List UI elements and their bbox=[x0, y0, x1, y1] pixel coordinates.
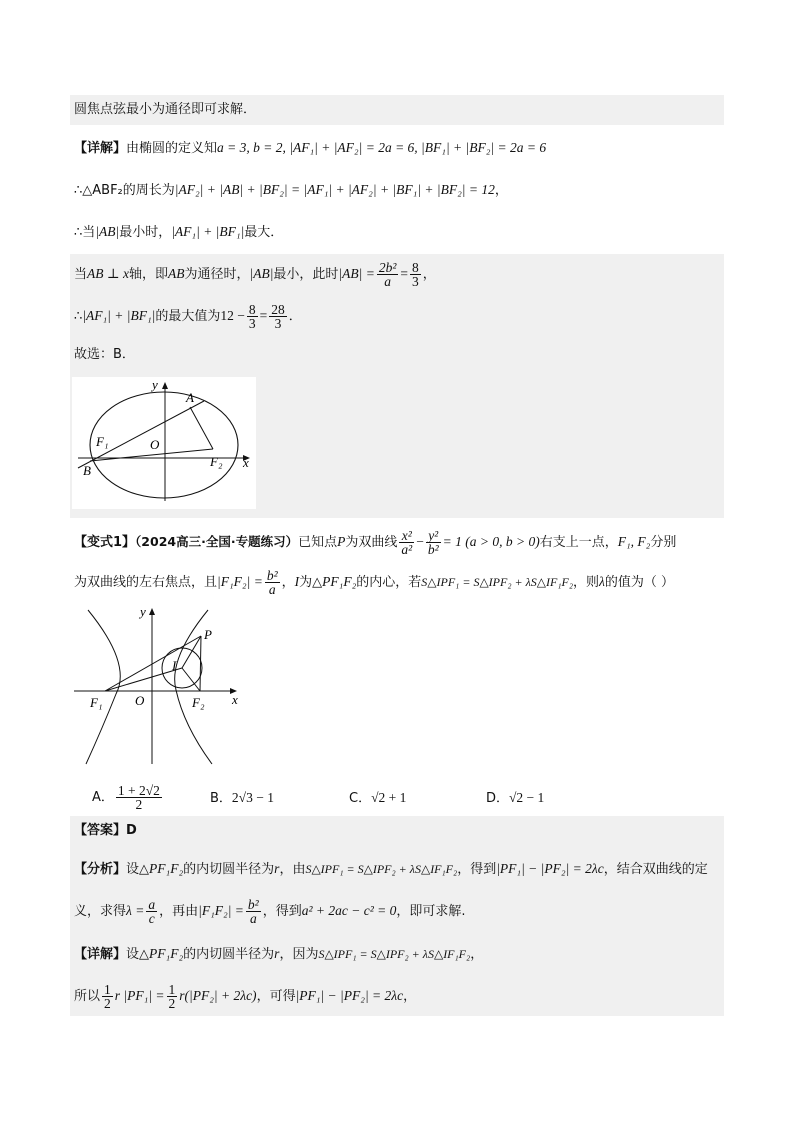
perimeter-line bbox=[70, 176, 724, 204]
left-branch bbox=[86, 610, 120, 764]
fraction-denominator: 2 bbox=[104, 996, 111, 1011]
latus-abs-1: |AB| bbox=[249, 266, 274, 281]
ellipse-figure bbox=[72, 377, 256, 509]
detail-label: 【详解】 bbox=[74, 141, 127, 156]
detail-line-2 bbox=[70, 938, 724, 970]
variant-1-line-2 bbox=[70, 564, 724, 600]
fraction-denominator: b² bbox=[427, 542, 439, 557]
fraction-denominator: a bbox=[249, 911, 257, 926]
label-x: x bbox=[232, 692, 238, 707]
max-mid: 最小时， bbox=[119, 225, 172, 240]
answer-line bbox=[70, 818, 724, 844]
variant2-text-6: 的值为（ ） bbox=[604, 575, 675, 590]
fraction-denominator: 2 bbox=[135, 797, 143, 812]
equals-sign: = bbox=[259, 308, 268, 323]
analysis2-text-1: 义，求得 bbox=[74, 904, 127, 919]
radius-r: r bbox=[274, 946, 280, 961]
choose-line bbox=[70, 342, 724, 368]
choose-text: 故选：B． bbox=[74, 347, 135, 362]
label-b: B bbox=[83, 463, 91, 478]
choice-a-label: A． bbox=[92, 790, 114, 805]
area-equation: S△IPF₁ = S△IPF₂ + λS△IF₁F₂ bbox=[421, 575, 574, 589]
analysis-text-4: ，得到 bbox=[457, 862, 497, 877]
triangle-pf1f2: PF₁F₂ bbox=[322, 574, 357, 589]
analysis-text-3: ，由 bbox=[279, 862, 306, 877]
latus-pre: 当 bbox=[74, 267, 88, 282]
fraction-b2-a bbox=[265, 569, 280, 596]
variant-text-2: 为双曲线 bbox=[345, 535, 398, 550]
quadratic-equation: a² + 2ac − c² = 0 bbox=[301, 903, 397, 918]
fraction-numerator: b² bbox=[247, 897, 259, 912]
detail3-text-2: ，可得 bbox=[256, 989, 296, 1004]
fraction-numerator: 28 bbox=[271, 302, 285, 317]
answer-label: 【答案】 bbox=[74, 823, 127, 838]
choice-d-label: D． bbox=[486, 791, 510, 806]
fraction-denominator: 3 bbox=[412, 274, 419, 289]
variant-text-1: 已知点 bbox=[298, 535, 338, 550]
choice-b-value: 2√3 − 1 bbox=[231, 790, 274, 805]
label-p: P bbox=[204, 627, 212, 642]
fraction-denominator: a bbox=[384, 274, 391, 289]
fraction-8-3 bbox=[247, 303, 258, 330]
fraction-denominator: a bbox=[268, 582, 276, 597]
max-math-2: |AF₁| + |BF₁| bbox=[171, 224, 245, 239]
max-value-math: |AF₁| + |BF₁| bbox=[82, 308, 156, 323]
variant2-text-2: ， bbox=[281, 575, 295, 590]
fraction-numerator: 1 + 2√2 bbox=[117, 783, 160, 798]
detail2-text-1: 设△ bbox=[126, 947, 150, 962]
fraction-b2-a bbox=[246, 898, 261, 925]
lambda: λ bbox=[599, 574, 605, 589]
analysis2-text-2: ，再由 bbox=[159, 904, 199, 919]
text-line-1 bbox=[70, 95, 724, 125]
detail3-text-1: 所以 bbox=[74, 989, 101, 1004]
fraction-numerator: b² bbox=[266, 568, 278, 583]
y-axis-arrow bbox=[149, 608, 155, 615]
label-a: A bbox=[186, 390, 194, 405]
focal-distance: |F₁F₂| = bbox=[217, 574, 263, 589]
label-f2: F₂ bbox=[192, 695, 205, 710]
fraction-x2-a2 bbox=[399, 529, 414, 556]
fraction-numerator: 1 bbox=[104, 982, 111, 997]
detail-line-1 bbox=[70, 134, 724, 162]
choice-a[interactable] bbox=[92, 780, 164, 816]
fraction-numerator: x² bbox=[399, 529, 414, 543]
label-f1: F₁ bbox=[96, 434, 109, 449]
fraction-8-3 bbox=[410, 261, 421, 288]
fraction-1-2 bbox=[167, 983, 178, 1010]
choice-d-value: √2 − 1 bbox=[509, 790, 545, 805]
radius-r: r bbox=[274, 861, 280, 876]
segment-if1 bbox=[105, 668, 182, 691]
therefore: ∴ bbox=[74, 309, 83, 324]
ellipse-definition-math: a = 3, b = 2, |AF₁| + |AF₂| = 2a = 6, |BF₁| + |BF₂| = 2a = 6 bbox=[217, 140, 547, 155]
fraction-denominator: c bbox=[148, 911, 155, 926]
detail2-text-3: ，因为 bbox=[279, 947, 319, 962]
label-x: x bbox=[243, 455, 249, 470]
latus-text-1: 轴，即 bbox=[128, 267, 168, 282]
segment-pf1 bbox=[105, 636, 201, 691]
fraction-numerator: 8 bbox=[248, 302, 256, 317]
fraction-denominator: 3 bbox=[274, 316, 282, 331]
max-value-line bbox=[70, 298, 724, 334]
analysis-text-1: 设△ bbox=[126, 862, 150, 877]
variant2-text-1: 为双曲线的左右焦点，且 bbox=[74, 575, 218, 590]
incenter-i: I bbox=[294, 574, 300, 589]
analysis-label: 【分析】 bbox=[74, 862, 127, 877]
max-end: 最大． bbox=[244, 225, 284, 240]
minus-sign: − bbox=[416, 534, 424, 549]
area-right: r(|PF₂| + 2λc) bbox=[179, 988, 257, 1003]
perimeter-text: ∴△ABF₂的周长为 bbox=[74, 183, 175, 198]
variant-label: 【变式1】 bbox=[74, 535, 136, 550]
fraction-denominator: a² bbox=[401, 542, 413, 557]
analysis2-text-3: ，得到 bbox=[262, 904, 302, 919]
latus-ab: AB bbox=[167, 266, 185, 281]
label-o: O bbox=[135, 693, 145, 708]
max-math-1: |AB| bbox=[95, 224, 120, 239]
latus-text-2: 为通径时， bbox=[184, 267, 250, 282]
detail-label: 【详解】 bbox=[74, 947, 127, 962]
variant2-text-5: ，则 bbox=[573, 575, 600, 590]
analysis-text-2: 的内切圆半径为 bbox=[183, 862, 275, 877]
latus-text-3: 最小，此时 bbox=[273, 267, 339, 282]
area-equation: S△IPF₁ = S△IPF₂ + λS△IF₁F₂ bbox=[318, 947, 471, 961]
choice-c-value: √2 + 1 bbox=[371, 790, 407, 805]
choice-c-label: C． bbox=[349, 791, 372, 806]
point-p: P bbox=[337, 534, 346, 549]
detail2-text-4: ， bbox=[470, 947, 484, 962]
max-value-text: 的最大值为 bbox=[155, 309, 221, 324]
lambda-equals: λ = bbox=[126, 903, 145, 918]
label-i: I bbox=[172, 658, 177, 673]
fraction-numerator: 2b² bbox=[378, 260, 397, 275]
choice-c[interactable] bbox=[349, 786, 406, 810]
label-f1: F₁ bbox=[90, 695, 103, 710]
perimeter-end: ， bbox=[494, 183, 508, 198]
choice-b[interactable] bbox=[210, 786, 274, 810]
variant2-text-4: 的内心，若 bbox=[356, 575, 422, 590]
area-left: r |PF₁| = bbox=[114, 988, 165, 1003]
equals-sign: = bbox=[400, 266, 409, 281]
variant-source: （2024高三·全国·专题练习） bbox=[135, 534, 299, 549]
fraction-denominator: 3 bbox=[248, 316, 256, 331]
answer-value: D bbox=[126, 823, 137, 838]
hyperbola-figure bbox=[72, 604, 252, 768]
perpendicular-condition: AB ⊥ x bbox=[87, 266, 129, 281]
fraction-numerator: y² bbox=[426, 529, 441, 543]
label-f2: F₂ bbox=[210, 454, 223, 469]
triangle-pf1f2: PF₁F₂ bbox=[149, 946, 184, 961]
label-y: y bbox=[152, 377, 158, 392]
fraction-numerator: 8 bbox=[412, 260, 419, 275]
label-y: y bbox=[140, 604, 146, 619]
latus-rectum-line bbox=[70, 256, 724, 292]
line1-text: 圆焦点弦最小为通径即可求解． bbox=[74, 102, 257, 117]
max-value-end: ． bbox=[288, 309, 302, 324]
fraction-28-3 bbox=[269, 303, 287, 330]
variant2-text-3: 为△ bbox=[299, 575, 323, 590]
choice-d[interactable] bbox=[486, 786, 544, 810]
focal-distance: |F₁F₂| = bbox=[198, 903, 244, 918]
label-o: O bbox=[150, 437, 160, 452]
analysis-line-1 bbox=[70, 852, 724, 886]
analysis-line-2 bbox=[70, 892, 724, 930]
fraction-numerator: 1 bbox=[168, 982, 176, 997]
detail3-text-3: ， bbox=[403, 989, 417, 1004]
variant-1-line-1 bbox=[70, 524, 724, 560]
perimeter-math: |AF₂| + |AB| + |BF₂| = |AF₁| + |AF₂| + |BF₁| + |BF₂| = 12 bbox=[174, 182, 495, 197]
segment-pf2 bbox=[200, 636, 201, 691]
analysis2-text-4: ，即可求解. bbox=[396, 904, 466, 919]
twelve-minus: 12 − bbox=[220, 308, 245, 323]
analysis-text-5: ，结合双曲线的定 bbox=[603, 862, 708, 877]
max-line bbox=[70, 218, 724, 246]
variant-text-3: 右支上一点， bbox=[539, 535, 618, 550]
detail-text: 由椭圆的定义知 bbox=[126, 141, 218, 156]
max-pre: ∴当 bbox=[74, 225, 96, 240]
fraction-1-2 bbox=[102, 983, 113, 1010]
choice-a-fraction bbox=[116, 784, 162, 811]
latus-end: ， bbox=[422, 267, 436, 282]
area-equation: S△IPF₁ = S△IPF₂ + λS△IF₁F₂ bbox=[305, 862, 458, 876]
fraction-y2-b2 bbox=[426, 529, 441, 556]
fraction-denominator: 2 bbox=[168, 996, 176, 1011]
fraction-a-c bbox=[146, 898, 157, 925]
detail-line-3 bbox=[70, 978, 724, 1014]
latus-abs-2: |AB| = bbox=[338, 266, 375, 281]
triangle-pf1f2: PF₁F₂ bbox=[149, 861, 184, 876]
variant-text-4: 分别 bbox=[650, 535, 677, 550]
fraction-2b2-a bbox=[377, 261, 399, 288]
foci: F₁, F₂ bbox=[617, 534, 651, 549]
hyperbola-equation: = 1 (a > 0, b > 0) bbox=[442, 534, 540, 549]
choice-b-label: B． bbox=[210, 791, 232, 806]
fraction-numerator: a bbox=[148, 897, 156, 912]
segment-ip bbox=[182, 636, 201, 668]
detail2-text-2: 的内切圆半径为 bbox=[183, 947, 275, 962]
distance-equation: |PF₁| − |PF₂| = 2λc bbox=[295, 988, 404, 1003]
distance-equation: |PF₁| − |PF₂| = 2λc bbox=[496, 861, 604, 876]
